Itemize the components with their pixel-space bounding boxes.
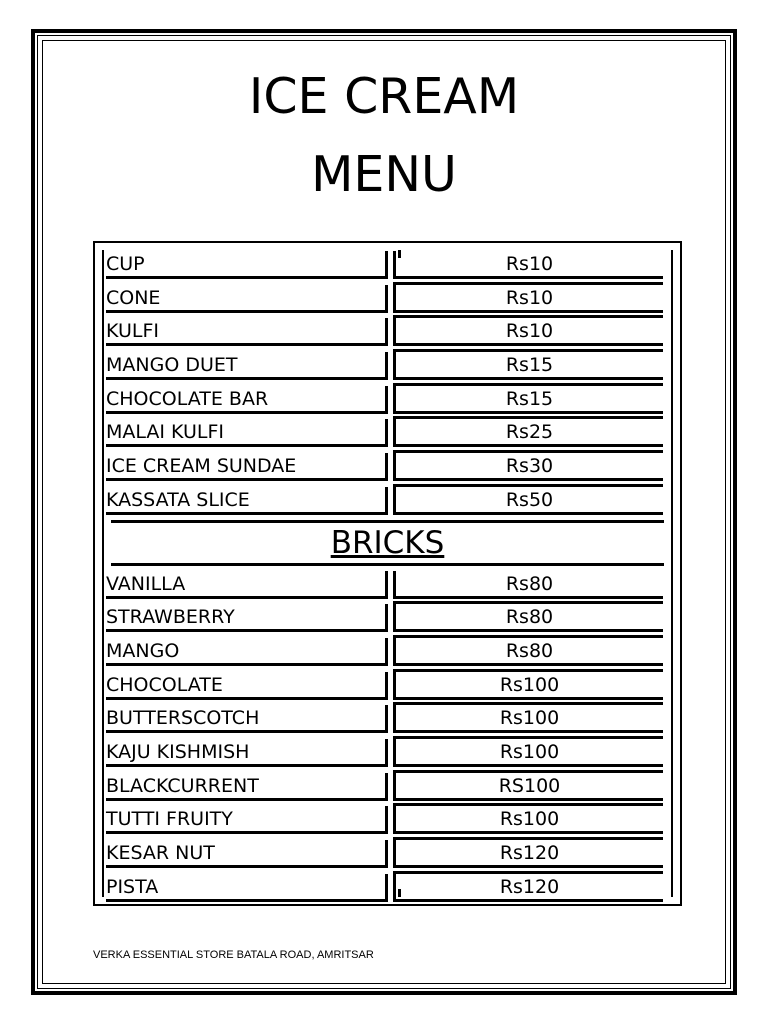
menu-table <box>101 248 674 904</box>
menu-row <box>101 736 674 770</box>
item-price: Rs80 <box>393 638 663 666</box>
menu-row <box>101 349 674 383</box>
item-price: Rs25 <box>393 419 663 447</box>
menu-row <box>101 315 674 349</box>
item-price: Rs120 <box>393 874 663 902</box>
item-price: Rs10 <box>393 251 663 279</box>
menu-row <box>101 248 674 282</box>
item-name: KASSATA SLICE <box>106 487 388 515</box>
bricks-section-title: BRICKS <box>330 524 445 561</box>
item-price: Rs15 <box>393 386 663 414</box>
store-footer: VERKA ESSENTIAL STORE BATALA ROAD, AMRITSAR <box>93 949 374 961</box>
item-name: MANGO DUET <box>106 352 388 380</box>
menu-row <box>101 702 674 736</box>
item-name: ICE CREAM SUNDAE <box>106 453 388 481</box>
item-price: Rs15 <box>393 352 663 380</box>
item-name: CHOCOLATE BAR <box>106 386 388 414</box>
menu-row <box>101 871 674 905</box>
menu-row <box>101 635 674 669</box>
item-price: Rs100 <box>393 739 663 767</box>
menu-row <box>101 601 674 635</box>
item-name: STRAWBERRY <box>106 604 388 632</box>
item-price: Rs10 <box>393 318 663 346</box>
item-price: Rs30 <box>393 453 663 481</box>
item-name: TUTTI FRUITY <box>106 806 388 834</box>
menu-row <box>101 416 674 450</box>
item-name: MANGO <box>106 638 388 666</box>
bricks-section-header <box>101 518 674 568</box>
menu-row <box>101 568 674 602</box>
item-name: CONE <box>106 285 388 313</box>
item-price: Rs50 <box>393 487 663 515</box>
menu-row <box>101 770 674 804</box>
item-name: MALAI KULFI <box>106 419 388 447</box>
item-price: Rs120 <box>393 840 663 868</box>
menu-row <box>101 282 674 316</box>
item-price: Rs100 <box>393 672 663 700</box>
item-name: PISTA <box>106 874 388 902</box>
menu-row <box>101 383 674 417</box>
menu-row <box>101 450 674 484</box>
item-name: CHOCOLATE <box>106 672 388 700</box>
item-price: Rs80 <box>393 604 663 632</box>
item-price: Rs100 <box>393 806 663 834</box>
item-name: VANILLA <box>106 571 388 599</box>
item-name: KULFI <box>106 318 388 346</box>
menu-row <box>101 669 674 703</box>
item-name: CUP <box>106 251 388 279</box>
item-price: Rs10 <box>393 285 663 313</box>
menu-row <box>101 484 674 518</box>
menu-title-line-2: MENU <box>311 146 457 203</box>
menu-row <box>101 803 674 837</box>
menu-row <box>101 837 674 871</box>
items-group <box>101 248 674 518</box>
item-name: BUTTERSCOTCH <box>106 705 388 733</box>
item-price: RS100 <box>393 773 663 801</box>
item-name: BLACKCURRENT <box>106 773 388 801</box>
item-name: KESAR NUT <box>106 840 388 868</box>
bricks-group <box>101 568 674 905</box>
item-name: KAJU KISHMISH <box>106 739 388 767</box>
item-price: Rs80 <box>393 571 663 599</box>
item-price: Rs100 <box>393 705 663 733</box>
menu-title-line-1: ICE CREAM <box>248 68 520 125</box>
